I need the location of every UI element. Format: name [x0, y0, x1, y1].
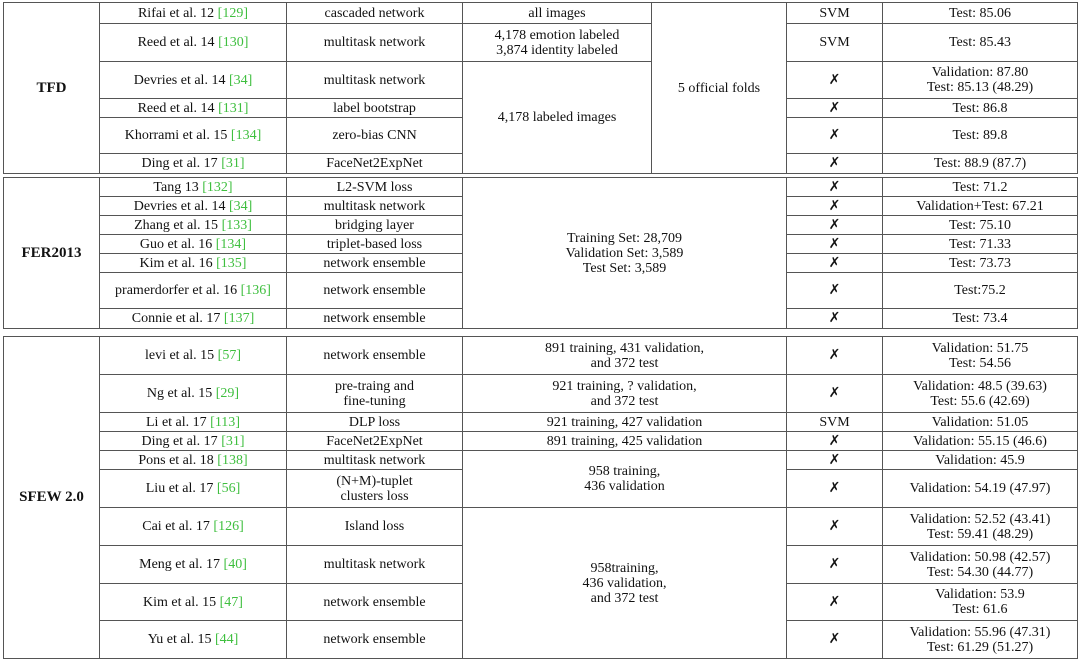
result-cell: Test: 88.9 (87.7) — [883, 154, 1078, 174]
classifier-cell: SVM — [787, 413, 883, 432]
author-cell: Ding et al. 17 [31] — [100, 154, 287, 174]
classifier-cell: ✗ — [787, 99, 883, 118]
result-cell: Validation: 50.98 (42.57) Test: 54.30 (44.77) — [883, 546, 1078, 584]
method-cell: multitask network — [287, 546, 463, 584]
method-cell: cascaded network — [287, 3, 463, 24]
protocol-cell: 5 official folds — [652, 3, 787, 174]
method-cell: pre-traing and fine-tuning — [287, 375, 463, 413]
result-cell: Validation: 53.9 Test: 61.6 — [883, 584, 1078, 621]
classifier-cell: ✗ — [787, 621, 883, 659]
author-cell: Pons et al. 18 [138] — [100, 451, 287, 470]
author-cell: Liu et al. 17 [56] — [100, 470, 287, 508]
tfd-table — [3, 2, 1078, 174]
result-cell: Test: 71.2 — [883, 178, 1078, 197]
method-cell: FaceNet2ExpNet — [287, 154, 463, 174]
author-cell: Ding et al. 17 [31] — [100, 432, 287, 451]
classifier-cell: SVM — [787, 24, 883, 62]
classifier-cell: ✗ — [787, 216, 883, 235]
result-cell: Test: 85.06 — [883, 3, 1078, 24]
method-cell: multitask network — [287, 24, 463, 62]
method-cell: label bootstrap — [287, 99, 463, 118]
method-cell: multitask network — [287, 62, 463, 99]
data-cell: 921 training, 427 validation — [463, 413, 787, 432]
author-cell: Zhang et al. 15 [133] — [100, 216, 287, 235]
author-cell: Meng et al. 17 [40] — [100, 546, 287, 584]
data-cell: 4,178 labeled images — [463, 62, 652, 174]
method-cell: network ensemble — [287, 254, 463, 273]
author-cell: Ng et al. 15 [29] — [100, 375, 287, 413]
classifier-cell: ✗ — [787, 470, 883, 508]
classifier-cell: ✗ — [787, 451, 883, 470]
method-cell: network ensemble — [287, 584, 463, 621]
dataset-label: FER2013 — [4, 178, 100, 329]
classifier-cell: ✗ — [787, 309, 883, 329]
result-cell: Test: 73.4 — [883, 309, 1078, 329]
method-cell: multitask network — [287, 451, 463, 470]
classifier-cell: ✗ — [787, 178, 883, 197]
result-cell: Test: 85.43 — [883, 24, 1078, 62]
method-cell: zero-bias CNN — [287, 118, 463, 154]
method-cell: network ensemble — [287, 621, 463, 659]
classifier-cell: ✗ — [787, 197, 883, 216]
author-cell: Kim et al. 16 [135] — [100, 254, 287, 273]
result-cell: Validation: 51.05 — [883, 413, 1078, 432]
method-cell: L2-SVM loss — [287, 178, 463, 197]
data-cell: 958training, 436 validation, and 372 test — [463, 508, 787, 659]
result-cell: Validation: 45.9 — [883, 451, 1078, 470]
classifier-cell: ✗ — [787, 154, 883, 174]
classifier-cell: ✗ — [787, 508, 883, 546]
method-cell: FaceNet2ExpNet — [287, 432, 463, 451]
result-cell: Validation: 52.52 (43.41) Test: 59.41 (48.29) — [883, 508, 1078, 546]
method-cell: triplet-based loss — [287, 235, 463, 254]
classifier-cell: ✗ — [787, 273, 883, 309]
method-cell: network ensemble — [287, 273, 463, 309]
author-cell: Reed et al. 14 [130] — [100, 24, 287, 62]
dataset-label: TFD — [4, 3, 100, 174]
method-cell: multitask network — [287, 197, 463, 216]
author-cell: Yu et al. 15 [44] — [100, 621, 287, 659]
result-cell: Test:75.2 — [883, 273, 1078, 309]
author-cell: Li et al. 17 [113] — [100, 413, 287, 432]
classifier-cell: ✗ — [787, 375, 883, 413]
result-cell: Validation: 51.75 Test: 54.56 — [883, 337, 1078, 375]
data-cell: Training Set: 28,709 Validation Set: 3,589 Test Set: 3,589 — [463, 178, 787, 329]
method-cell: (N+M)-tuplet clusters loss — [287, 470, 463, 508]
result-cell: Validation+Test: 67.21 — [883, 197, 1078, 216]
method-cell: network ensemble — [287, 309, 463, 329]
classifier-cell: ✗ — [787, 235, 883, 254]
method-cell: DLP loss — [287, 413, 463, 432]
data-cell: 921 training, ? validation, and 372 test — [463, 375, 787, 413]
author-cell: Cai et al. 17 [126] — [100, 508, 287, 546]
classifier-cell: ✗ — [787, 118, 883, 154]
data-cell: 891 training, 425 validation — [463, 432, 787, 451]
author-cell: pramerdorfer et al. 16 [136] — [100, 273, 287, 309]
author-cell: Connie et al. 17 [137] — [100, 309, 287, 329]
data-cell: 891 training, 431 validation, and 372 test — [463, 337, 787, 375]
author-cell: Guo et al. 16 [134] — [100, 235, 287, 254]
classifier-cell: ✗ — [787, 584, 883, 621]
author-cell: Devries et al. 14 [34] — [100, 197, 287, 216]
result-cell: Validation: 55.96 (47.31) Test: 61.29 (51.27) — [883, 621, 1078, 659]
result-cell: Validation: 48.5 (39.63) Test: 55.6 (42.69) — [883, 375, 1078, 413]
author-cell: Rifai et al. 12 [129] — [100, 3, 287, 24]
method-cell: Island loss — [287, 508, 463, 546]
author-cell: Reed et al. 14 [131] — [100, 99, 287, 118]
author-cell: levi et al. 15 [57] — [100, 337, 287, 375]
author-cell: Kim et al. 15 [47] — [100, 584, 287, 621]
classifier-cell: ✗ — [787, 254, 883, 273]
result-cell: Validation: 54.19 (47.97) — [883, 470, 1078, 508]
data-cell: 4,178 emotion labeled 3,874 identity labeled — [463, 24, 652, 62]
sfew-table — [3, 336, 1078, 659]
classifier-cell: ✗ — [787, 337, 883, 375]
result-cell: Validation: 55.15 (46.6) — [883, 432, 1078, 451]
result-cell: Validation: 87.80 Test: 85.13 (48.29) — [883, 62, 1078, 99]
result-cell: Test: 86.8 — [883, 99, 1078, 118]
fer2013-table — [3, 177, 1078, 329]
method-cell: bridging layer — [287, 216, 463, 235]
data-cell: 958 training, 436 validation — [463, 451, 787, 508]
data-cell: all images — [463, 3, 652, 24]
classifier-cell: ✗ — [787, 62, 883, 99]
classifier-cell: SVM — [787, 3, 883, 24]
result-cell: Test: 75.10 — [883, 216, 1078, 235]
classifier-cell: ✗ — [787, 546, 883, 584]
author-cell: Tang 13 [132] — [100, 178, 287, 197]
result-cell: Test: 89.8 — [883, 118, 1078, 154]
dataset-label: SFEW 2.0 — [4, 337, 100, 659]
result-cell: Test: 73.73 — [883, 254, 1078, 273]
author-cell: Devries et al. 14 [34] — [100, 62, 287, 99]
classifier-cell: ✗ — [787, 432, 883, 451]
result-cell: Test: 71.33 — [883, 235, 1078, 254]
author-cell: Khorrami et al. 15 [134] — [100, 118, 287, 154]
method-cell: network ensemble — [287, 337, 463, 375]
